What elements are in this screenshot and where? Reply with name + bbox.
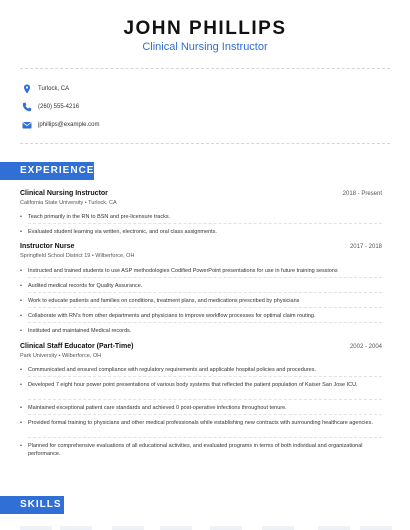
job-location: Wilberforce, OH <box>61 353 102 359</box>
job-bullet: • Evaluated student learning via written, electronic, and oral class assignments. <box>20 228 382 236</box>
job-org: Springfield School District 19 <box>20 253 91 259</box>
bullet-divider <box>28 399 382 400</box>
contact-phone-text: (260) 555-4216 <box>38 104 80 110</box>
location-icon <box>22 84 32 94</box>
job-dates: 2018 - Present <box>342 191 382 197</box>
contact-email-text: jphillips@example.com <box>38 122 100 128</box>
job-dates: 2017 - 2018 <box>349 244 382 250</box>
job-bullet: • Maintained exceptional patient care standards and achieved 0 post-operative infections throughout tenure. <box>20 404 382 412</box>
job-org-location: California State University • Turlock, CA <box>20 200 117 206</box>
skills-heading: SKILLS <box>0 496 64 514</box>
job-bullet: • Audited medical records for Quality Assurance. <box>20 282 382 290</box>
bullet-divider <box>28 223 382 224</box>
skill-tag <box>360 526 392 530</box>
job-bullet: • Developed 7 eight hour power point presentations of various body systems that reflected the patient population of Kaiser San Jose ICU. <box>20 381 382 389</box>
phone-icon <box>22 102 32 112</box>
skill-tag <box>210 526 242 530</box>
email-icon <box>22 120 32 130</box>
bullet-divider <box>28 322 382 323</box>
job-org: California State University <box>20 200 84 206</box>
job-org: Park University <box>20 353 57 359</box>
skill-tag <box>318 526 350 530</box>
experience-heading: EXPERIENCE <box>0 162 94 180</box>
skill-tag <box>160 526 192 530</box>
job-bullet: • Work to educate patients and families on conditions, treatment plans, and medications prescribed by physicians <box>20 297 382 305</box>
bullet-divider <box>28 292 382 293</box>
divider <box>20 68 390 69</box>
bullet-divider <box>28 437 382 438</box>
skill-tag <box>112 526 144 530</box>
job-title: Clinical Staff Educator (Part-Time) <box>20 343 134 350</box>
bullet-divider <box>28 277 382 278</box>
job-bullet: • Provided formal training to physicians and other medical professionals while establishing new contracts with surrounding healthcare agencies. <box>20 419 382 427</box>
job-location: Turlock, CA <box>88 200 117 206</box>
job-dates: 2002 - 2004 <box>349 344 382 350</box>
bullet-divider <box>28 307 382 308</box>
divider <box>20 143 390 144</box>
job-bullet: • Planned for comprehensive evaluations of all educational activities, and evaluated programs in terms of both individual and organizational performance. <box>20 442 382 458</box>
job-title: Clinical Nursing Instructor <box>20 190 108 197</box>
contact-location-text: Turlock, CA <box>38 86 70 92</box>
job-bullet: • Communicated and ensured compliance with regulatory requirements and applicable hospital policies and procedures. <box>20 366 382 374</box>
job-title: Instructor Nurse <box>20 243 75 250</box>
job-org-location: Springfield School District 19 • Wilberforce, OH <box>20 253 135 259</box>
skill-tag <box>60 526 92 530</box>
job-org-location: Park University • Wilberforce, OH <box>20 353 102 359</box>
bullet-divider <box>28 414 382 415</box>
contact-email <box>22 118 99 132</box>
skill-tag <box>262 526 294 530</box>
candidate-title: Clinical Nursing Instructor <box>142 41 268 53</box>
candidate-name: JOHN PHILLIPS <box>123 18 287 39</box>
job-bullet: • Instituted and maintained Medical records. <box>20 327 382 335</box>
job-bullet: • Instructed and trained students to use ASP methodologies Codified PowerPoint presentations for use in future training sessions <box>20 267 382 275</box>
bullet-divider <box>28 376 382 377</box>
contact-phone <box>22 100 79 114</box>
contact-location <box>22 82 69 96</box>
job-bullet: • Teach primarily in the RN to BSN and pre-licensure tracks. <box>20 213 382 221</box>
job-bullet: • Collaborate with RN's from other departments and physicians to improve workflow processes for optimal claim routing. <box>20 312 382 320</box>
job-location: Wilberforce, OH <box>95 253 135 259</box>
skill-tag <box>20 526 52 530</box>
